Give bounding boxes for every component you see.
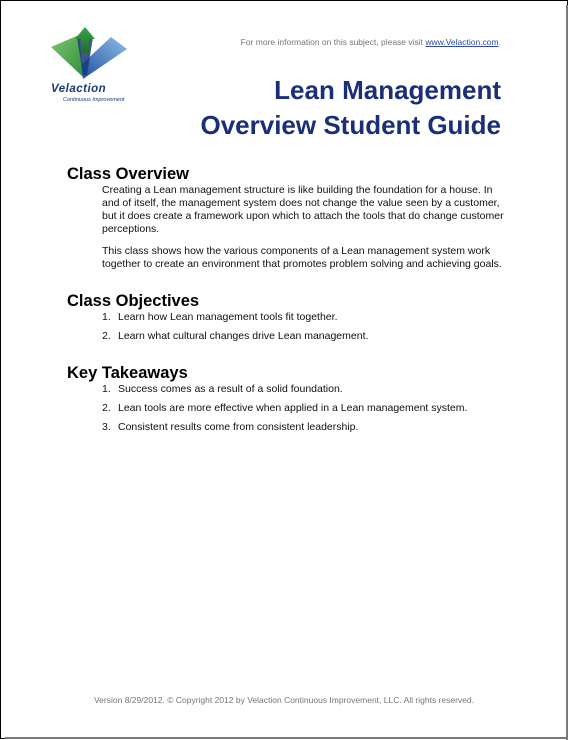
title-line-1: Lean Management <box>274 75 501 105</box>
list-item <box>102 402 507 415</box>
logo-tagline: Continuous Improvement <box>63 97 125 103</box>
title-line-2: Overview Student Guide <box>200 110 501 140</box>
logo-chevron-icon <box>47 27 147 87</box>
overview-paragraph: Creating a Lean management structure is like building the foundation for a house. In and of itself, the management system does not change the value seen by a customer, but it does create a framework upon which to attach the tools that do change customer perceptions. <box>102 184 504 235</box>
objectives-list <box>67 311 507 343</box>
list-text: Consistent results come from consistent leadership. <box>118 421 359 433</box>
list-item <box>102 383 507 396</box>
list-number: 1. <box>102 311 111 323</box>
info-text: For more information on this subject, please visit <box>240 37 426 47</box>
class-overview-heading: Class Overview <box>67 165 189 183</box>
info-end: . <box>498 37 501 47</box>
list-text: Learn what cultural changes drive Lean management. <box>118 330 369 342</box>
velaction-logo <box>47 27 147 109</box>
takeaways-list <box>67 383 507 434</box>
main-content <box>67 164 507 448</box>
list-item <box>102 311 507 324</box>
list-number: 3. <box>102 421 111 433</box>
list-text: Learn how Lean management tools fit together. <box>118 311 338 323</box>
key-takeaways-heading: Key Takeaways <box>67 364 188 382</box>
list-text: Success comes as a result of a solid foundation. <box>118 383 343 395</box>
page-title <box>200 73 501 143</box>
class-objectives-section <box>67 291 507 343</box>
velaction-link[interactable]: www.Velaction.com <box>425 37 499 47</box>
logo-name: Velaction <box>51 83 107 95</box>
class-overview-section <box>67 164 507 271</box>
list-item <box>102 421 507 434</box>
class-objectives-heading: Class Objectives <box>67 292 200 310</box>
overview-paragraph: This class shows how the various components of a Lean management system work together to create an environment that promotes problem solving and achieving goals. <box>102 245 502 270</box>
key-takeaways-section <box>67 363 507 434</box>
list-number: 1. <box>102 383 111 395</box>
list-number: 2. <box>102 330 111 342</box>
list-text: Lean tools are more effective when applied in a Lean management system. <box>118 402 468 414</box>
info-note <box>241 37 501 47</box>
copyright-footer: Version 8/29/2012. © Copyright 2012 by Velaction Continuous Improvement, LLC. All rights reserved. <box>93 695 474 705</box>
list-item <box>102 330 507 343</box>
list-number: 2. <box>102 402 111 414</box>
